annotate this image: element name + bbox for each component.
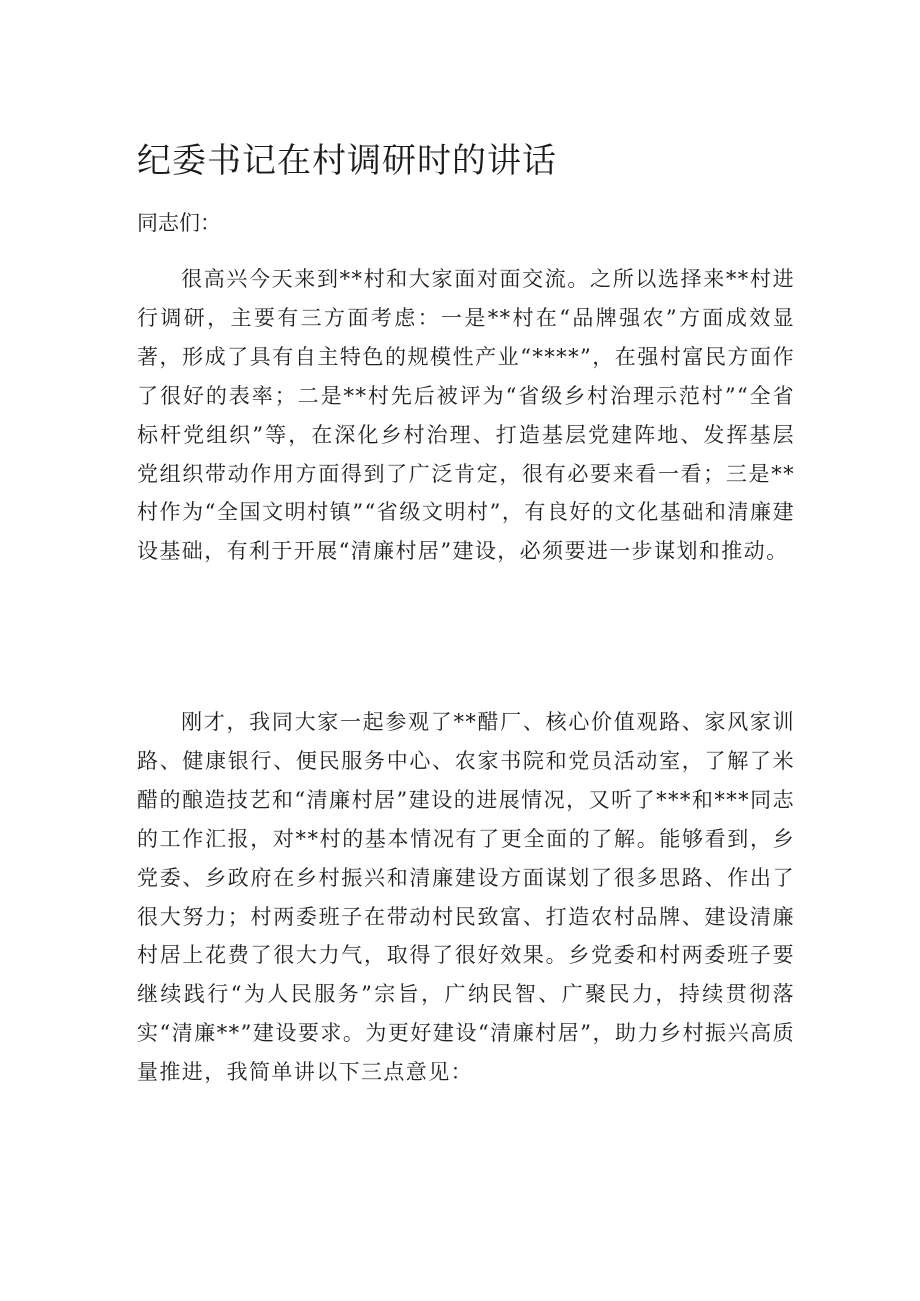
salutation: 同志们：: [137, 211, 221, 235]
paragraph-1: 很高兴今天来到**村和大家面对面交流。之所以选择来**村进行调研，主要有三方面考虑：一是**村在“品牌强农”方面成效显著，形成了具有自主特色的规模性产业“****”，在强村富民方面作了很好的表率；二是**村先后被评为“省级乡村治理示范村”“全省标杆党组织”等，在深化乡村治理、打造基层党建阵地、发挥基层党组织带动作用方面得到了广泛肯定，很有必要来看一看；三是**村作为“全国文明村镇”“省级文明村”，有良好的文化基础和清廉建设基础，有利于开展“清廉村居”建设，必须要进一步谋划和推动。: [137, 267, 795, 564]
document-title: 纪委书记在村调研时的讲话: [137, 141, 557, 181]
paragraph-2: 刚才，我同大家一起参观了**醋厂、核心价值观路、家风家训路、健康银行、便民服务中心、农家书院和党员活动室，了解了米醋的酿造技艺和“清廉村居”建设的进展情况，又听了***和***同志的工作汇报，对**村的基本情况有了更全面的了解。能够看到，乡党委、乡政府在乡村振兴和清廉建设方面谋划了很多思路、作出了很大努力；村两委班子在带动村民致富、打造农村品牌、建设清廉村居上花费了很大力气，取得了很好效果。乡党委和村两委班子要继续践行“为人民服务”宗旨，广纳民智、广聚民力，持续贯彻落实“清廉**”建设要求。为更好建设“清廉村居”，助力乡村振兴高质量推进，我简单讲以下三点意见：: [137, 710, 795, 1085]
